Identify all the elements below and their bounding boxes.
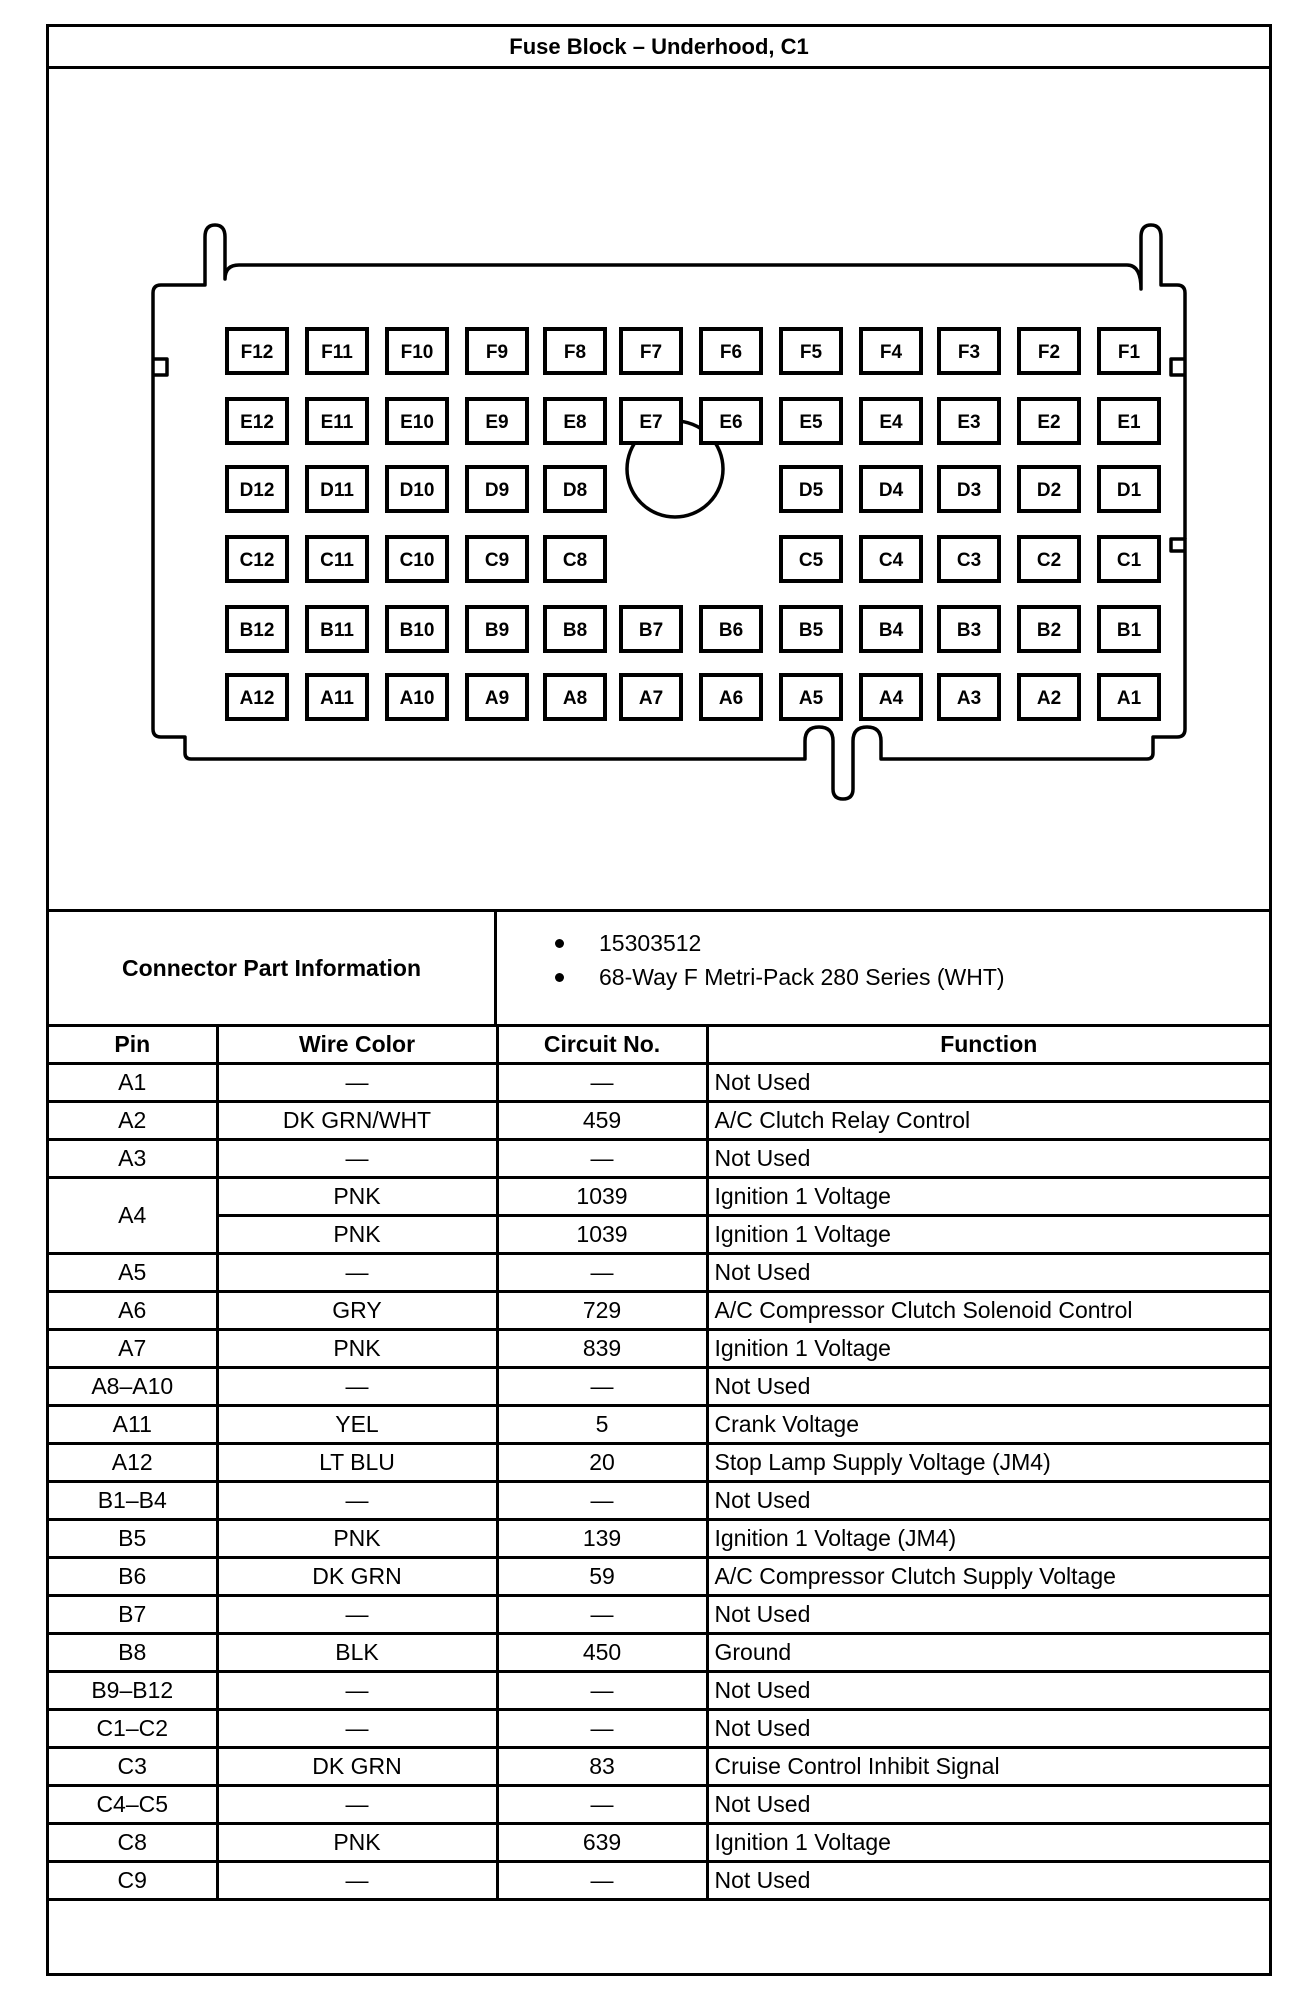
wire-color-cell: —	[217, 1254, 497, 1292]
cavity-label: F4	[879, 342, 903, 363]
cavity-label: E3	[957, 412, 981, 433]
circuit-cell: —	[497, 1862, 707, 1900]
function-cell: Not Used	[707, 1140, 1269, 1178]
function-cell: Not Used	[707, 1482, 1269, 1520]
circuit-cell: 5	[497, 1406, 707, 1444]
circuit-cell: —	[497, 1368, 707, 1406]
bullet-icon	[555, 973, 564, 982]
cavity-label: C11	[320, 550, 354, 571]
wire-color-cell: PNK	[217, 1330, 497, 1368]
cavity-label: E6	[719, 412, 743, 433]
cavity-label: C8	[562, 550, 588, 571]
connector-info-label: Connector Part Information	[49, 912, 497, 1024]
cavity-label: A8	[562, 688, 588, 709]
pin-cell: A2	[49, 1102, 217, 1140]
wire-color-cell: DK GRN	[217, 1748, 497, 1786]
connector-face-svg	[49, 69, 1269, 909]
pin-cell: C1–C2	[49, 1710, 217, 1748]
function-cell: Ground	[707, 1634, 1269, 1672]
cavity-label: C1	[1116, 550, 1142, 571]
cavity-label: D9	[484, 480, 510, 501]
table-row	[49, 1862, 1269, 1900]
cavity-label: F3	[957, 342, 981, 363]
cavity-label: E4	[879, 412, 903, 433]
cavity-label: B12	[239, 620, 275, 641]
function-cell: Crank Voltage	[707, 1406, 1269, 1444]
table-row	[49, 1824, 1269, 1862]
function-cell: A/C Compressor Clutch Supply Voltage	[707, 1558, 1269, 1596]
connector-description: 68-Way F Metri-Pack 280 Series (WHT)	[599, 964, 1005, 990]
circuit-cell: 20	[497, 1444, 707, 1482]
circuit-cell: 839	[497, 1330, 707, 1368]
function-cell: Cruise Control Inhibit Signal	[707, 1748, 1269, 1786]
connector-info-item	[549, 926, 1005, 960]
connector-info-item	[549, 960, 1005, 994]
cavity-label: B3	[956, 620, 982, 641]
wire-color-cell: DK GRN/WHT	[217, 1102, 497, 1140]
table-row	[49, 1178, 1269, 1216]
fuse-block-document	[46, 24, 1272, 1976]
cavity-label: F9	[485, 342, 509, 363]
cavity-label: D10	[399, 480, 435, 501]
cavity-label: F5	[799, 342, 823, 363]
cavity-label: A7	[638, 688, 664, 709]
cavity-label: A11	[320, 688, 354, 709]
cavity-label: F12	[240, 342, 274, 363]
pin-cell: C3	[49, 1748, 217, 1786]
cavity-label: C5	[798, 550, 824, 571]
wire-color-cell: GRY	[217, 1292, 497, 1330]
cavity-label: D11	[320, 480, 354, 501]
cavity-label: F11	[321, 342, 353, 363]
wire-color-cell: PNK	[217, 1520, 497, 1558]
cavity-label: A3	[956, 688, 982, 709]
circuit-cell: 1039	[497, 1178, 707, 1216]
function-cell: Stop Lamp Supply Voltage (JM4)	[707, 1444, 1269, 1482]
table-row	[49, 1558, 1269, 1596]
function-cell: A/C Compressor Clutch Solenoid Control	[707, 1292, 1269, 1330]
pin-cell: B1–B4	[49, 1482, 217, 1520]
cavity-label: E8	[563, 412, 587, 433]
cavity-label: F8	[563, 342, 587, 363]
table-row	[49, 1368, 1269, 1406]
function-cell: A/C Clutch Relay Control	[707, 1102, 1269, 1140]
cavity-label: A9	[484, 688, 510, 709]
table-row	[49, 1672, 1269, 1710]
wire-color-cell: —	[217, 1368, 497, 1406]
pin-cell: A12	[49, 1444, 217, 1482]
cavity-label: B7	[638, 620, 664, 641]
bullet-icon	[555, 939, 564, 948]
cavity-label: F10	[400, 342, 434, 363]
cavity-label: D3	[956, 480, 982, 501]
function-cell: Not Used	[707, 1368, 1269, 1406]
cavity-label: C3	[956, 550, 982, 571]
cavity-label: B2	[1036, 620, 1062, 641]
table-row	[49, 1102, 1269, 1140]
function-cell: Not Used	[707, 1710, 1269, 1748]
wire-color-cell: —	[217, 1064, 497, 1102]
circuit-cell: —	[497, 1596, 707, 1634]
cavity-label: E2	[1037, 412, 1061, 433]
function-cell: Not Used	[707, 1596, 1269, 1634]
pin-cell: A7	[49, 1330, 217, 1368]
pin-cell: B8	[49, 1634, 217, 1672]
cavity-label: B1	[1116, 620, 1142, 641]
pin-cell: A3	[49, 1140, 217, 1178]
table-row	[49, 1786, 1269, 1824]
cavity-label: D8	[562, 480, 588, 501]
cavity-label: F1	[1117, 342, 1141, 363]
cavity-label: B8	[562, 620, 588, 641]
cavity-label: C12	[239, 550, 275, 571]
wire-color-cell: —	[217, 1482, 497, 1520]
cavity-label: F2	[1037, 342, 1061, 363]
cavity-label: C10	[399, 550, 435, 571]
pin-cell: A11	[49, 1406, 217, 1444]
circuit-cell: 139	[497, 1520, 707, 1558]
pin-cell: A4	[49, 1178, 217, 1254]
wire-color-cell: —	[217, 1140, 497, 1178]
wire-color-cell: —	[217, 1862, 497, 1900]
function-cell: Ignition 1 Voltage (JM4)	[707, 1520, 1269, 1558]
part-number: 15303512	[599, 930, 702, 956]
cavity-label: D2	[1036, 480, 1062, 501]
circuit-cell: —	[497, 1140, 707, 1178]
page-title: Fuse Block – Underhood, C1	[49, 27, 1269, 69]
wire-color-cell: PNK	[217, 1216, 497, 1254]
table-row	[49, 1710, 1269, 1748]
cavity-label: B4	[878, 620, 904, 641]
cavity-label: C4	[878, 550, 904, 571]
circuit-cell: 59	[497, 1558, 707, 1596]
cavity-label: F7	[639, 342, 663, 363]
circuit-cell: 83	[497, 1748, 707, 1786]
circuit-cell: —	[497, 1254, 707, 1292]
connector-part-information	[49, 909, 1269, 1027]
pinout-table	[49, 1027, 1269, 1901]
wire-color-cell: LT BLU	[217, 1444, 497, 1482]
circuit-cell: 450	[497, 1634, 707, 1672]
cavity-label: E7	[639, 412, 663, 433]
wire-color-cell: —	[217, 1672, 497, 1710]
wire-color-cell: —	[217, 1786, 497, 1824]
circuit-cell: —	[497, 1710, 707, 1748]
pin-cell: B9–B12	[49, 1672, 217, 1710]
cavity-label: D12	[239, 480, 275, 501]
table-row	[49, 1216, 1269, 1254]
table-row	[49, 1444, 1269, 1482]
pin-cell: A1	[49, 1064, 217, 1102]
cavity-label: B9	[484, 620, 510, 641]
cavity-label: E1	[1117, 412, 1141, 433]
circuit-cell: —	[497, 1786, 707, 1824]
table-row	[49, 1330, 1269, 1368]
cavity-label: E5	[799, 412, 823, 433]
connector-face-drawing	[49, 69, 1269, 909]
pin-cell: C4–C5	[49, 1786, 217, 1824]
function-cell: Not Used	[707, 1254, 1269, 1292]
circuit-cell: —	[497, 1064, 707, 1102]
wire-color-cell: DK GRN	[217, 1558, 497, 1596]
cavity-label: E11	[320, 412, 354, 433]
wire-color-cell: —	[217, 1710, 497, 1748]
cavity-label: C2	[1036, 550, 1062, 571]
cavity-label: D1	[1116, 480, 1142, 501]
pin-cell: C8	[49, 1824, 217, 1862]
connector-side-tab-right	[1171, 359, 1185, 375]
cavity-label: A6	[718, 688, 744, 709]
cavity-label: F6	[719, 342, 743, 363]
pin-cell: C9	[49, 1862, 217, 1900]
table-row	[49, 1520, 1269, 1558]
table-row	[49, 1254, 1269, 1292]
cavity-label: A1	[1116, 688, 1142, 709]
table-row	[49, 1140, 1269, 1178]
table-row	[49, 1064, 1269, 1102]
circuit-cell: 459	[497, 1102, 707, 1140]
cavity-label: A4	[878, 688, 904, 709]
cavity-label: E10	[400, 412, 434, 433]
function-cell: Not Used	[707, 1064, 1269, 1102]
wire-color-cell: PNK	[217, 1178, 497, 1216]
pin-cell: A8–A10	[49, 1368, 217, 1406]
circuit-cell: 729	[497, 1292, 707, 1330]
cavity-label: D5	[798, 480, 824, 501]
pin-cell: B6	[49, 1558, 217, 1596]
header-wire-color: Wire Color	[217, 1027, 497, 1064]
circuit-cell: 1039	[497, 1216, 707, 1254]
function-cell: Not Used	[707, 1672, 1269, 1710]
header-pin: Pin	[49, 1027, 217, 1064]
function-cell: Ignition 1 Voltage	[707, 1330, 1269, 1368]
pin-cell: B5	[49, 1520, 217, 1558]
cavity-label: A12	[239, 688, 275, 709]
table-row	[49, 1406, 1269, 1444]
wire-color-cell: BLK	[217, 1634, 497, 1672]
cavity-label: E12	[240, 412, 274, 433]
pin-cell: B7	[49, 1596, 217, 1634]
header-function: Function	[707, 1027, 1269, 1064]
wire-color-cell: YEL	[217, 1406, 497, 1444]
cavity-label: E9	[485, 412, 509, 433]
circuit-cell: 639	[497, 1824, 707, 1862]
table-row	[49, 1596, 1269, 1634]
cavity-label: B11	[320, 620, 354, 641]
wire-color-cell: PNK	[217, 1824, 497, 1862]
cavity-label: A5	[798, 688, 824, 709]
circuit-cell: —	[497, 1482, 707, 1520]
function-cell: Ignition 1 Voltage	[707, 1216, 1269, 1254]
cavity-label: A10	[399, 688, 435, 709]
table-row	[49, 1748, 1269, 1786]
wire-color-cell: —	[217, 1596, 497, 1634]
pin-cell: A6	[49, 1292, 217, 1330]
cavity-label: D4	[878, 480, 904, 501]
cavity-label: B10	[399, 620, 435, 641]
cavity-label: A2	[1036, 688, 1062, 709]
table-row	[49, 1634, 1269, 1672]
cavity-label: B6	[718, 620, 744, 641]
function-cell: Ignition 1 Voltage	[707, 1824, 1269, 1862]
function-cell: Not Used	[707, 1862, 1269, 1900]
function-cell: Ignition 1 Voltage	[707, 1178, 1269, 1216]
function-cell: Not Used	[707, 1786, 1269, 1824]
table-header-row	[49, 1027, 1269, 1064]
cavity-label: B5	[798, 620, 824, 641]
cavity-label: C9	[484, 550, 510, 571]
pin-cell: A5	[49, 1254, 217, 1292]
connector-side-tab-left	[153, 359, 167, 375]
table-row	[49, 1292, 1269, 1330]
header-circuit-no: Circuit No.	[497, 1027, 707, 1064]
connector-info-list	[549, 926, 1005, 994]
table-row	[49, 1482, 1269, 1520]
circuit-cell: —	[497, 1672, 707, 1710]
